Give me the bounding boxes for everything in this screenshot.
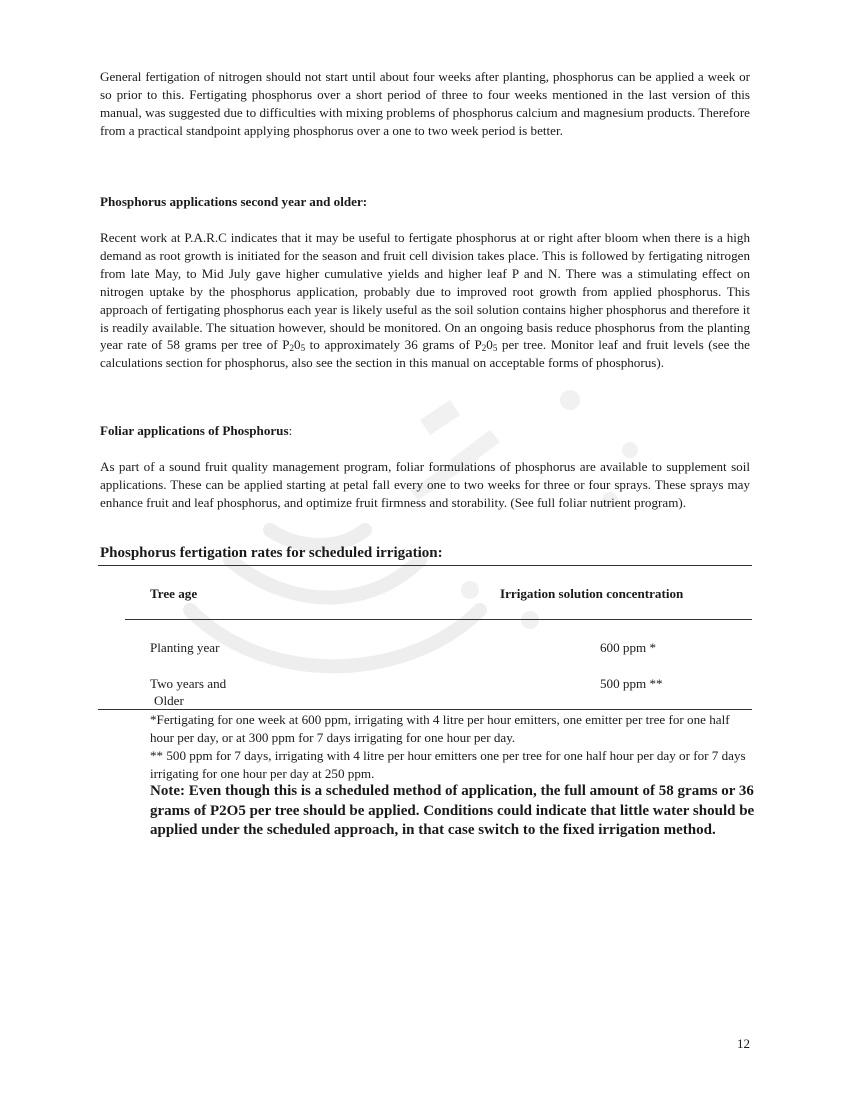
table-header-rule xyxy=(125,619,752,620)
subscript-2: 2 xyxy=(289,343,295,354)
oxygen-o: 0 xyxy=(486,337,493,353)
subscript-5: 5 xyxy=(300,343,306,354)
header-concentration: Irrigation solution concentration xyxy=(500,586,684,601)
header-tree-age: Tree age xyxy=(150,586,198,601)
subscript-2: 2 xyxy=(481,343,487,354)
foliar-heading-colon: : xyxy=(288,423,293,438)
second-year-text-a: Recent work at P.A.R.C indicates that it may be useful to fertigate phosphorus at or right after bloom when there is a high demand as root growth is initiated for the season and fruit cell division takes place. This is followed by fertigating nitrogen from late May, to Mid July gave higher cumulative yields and higher leaf P and N. There was a stimulating effect on nitrogen uptake by the phosphorus application, probably due to improved root growth from applied phosphorus. This approach of fertigating phosphorus each year is likely useful as the soil solution contains higher phosphorus and therefore it is readily available. The situation however, should be monitored. On an ongoing basis reduce phosphorus from the planting year rate of 58 grams per tree of P xyxy=(100,230,750,353)
second-year-paragraph xyxy=(100,229,750,372)
foliar-heading xyxy=(100,423,292,439)
foliar-paragraph: As part of a sound fruit quality management program, foliar formulations of phosphorus are available to supplement soil applications. These can be applied starting at petal fall every one to two weeks for three or four sprays. These sprays may enhance fruit and leaf phosphorus, and optimize fruit firmness and storability. (See full foliar nutrient program). xyxy=(100,459,750,510)
oxygen-o: 0 xyxy=(294,337,301,353)
row-planting-year-age: Planting year xyxy=(150,640,220,655)
foliar-heading-text: Foliar applications of Phosphorus xyxy=(100,423,289,438)
bold-note: Note: Even though this is a scheduled method of application, the full amount of 58 grams or 36 grams of P2O5 per tree should be applied. Conditions could indicate that little water should be applied under the scheduled approach, in that case switch to the fixed irrigation method. xyxy=(150,783,755,838)
second-year-text-c: per tree. Monitor leaf and fruit levels (see the calculations section for phosphorus, also see the section in this manual on acceptable forms of phosphorus). xyxy=(100,337,750,371)
row-two-years-age-line2: Older xyxy=(154,693,184,708)
table-bottom-rule xyxy=(98,709,752,710)
second-year-heading: Phosphorus applications second year and older: xyxy=(100,194,368,209)
intro-paragraph: General fertigation of nitrogen should not start until about four weeks after planting, phosphorus can be applied a week or so prior to this. Fertigating phosphorus over a short period of three to four weeks mentioned in the last version of this manual, was suggested due to difficulties with mixing problems of phosphorus calcium and magnesium products. Therefore from a practical standpoint applying phosphorus over a one to two week period is better. xyxy=(100,69,750,138)
footnote-one: *Fertigating for one week at 600 ppm, irrigating with 4 litre per hour emitters, one emitter per tree for one half hour per day, or at 300 ppm for 7 days irrigating for one hour per day. xyxy=(150,712,730,745)
page-number: 12 xyxy=(737,1036,750,1051)
table-title: Phosphorus fertigation rates for scheduled irrigation: xyxy=(100,545,443,561)
row-planting-year-conc: 600 ppm * xyxy=(600,640,657,655)
subscript-5: 5 xyxy=(492,343,498,354)
row-two-years-conc: 500 ppm ** xyxy=(600,676,663,691)
table-top-rule xyxy=(98,565,752,566)
second-year-text-b: to approximately 36 grams of P xyxy=(305,337,482,353)
footnote-two: ** 500 ppm for 7 days, irrigating with 4 litre per hour emitters one per tree for one half hour per day or for 7 days irrigating for one hour per day at 250 ppm. xyxy=(150,748,746,781)
row-two-years-age-line1: Two years and xyxy=(150,676,227,691)
